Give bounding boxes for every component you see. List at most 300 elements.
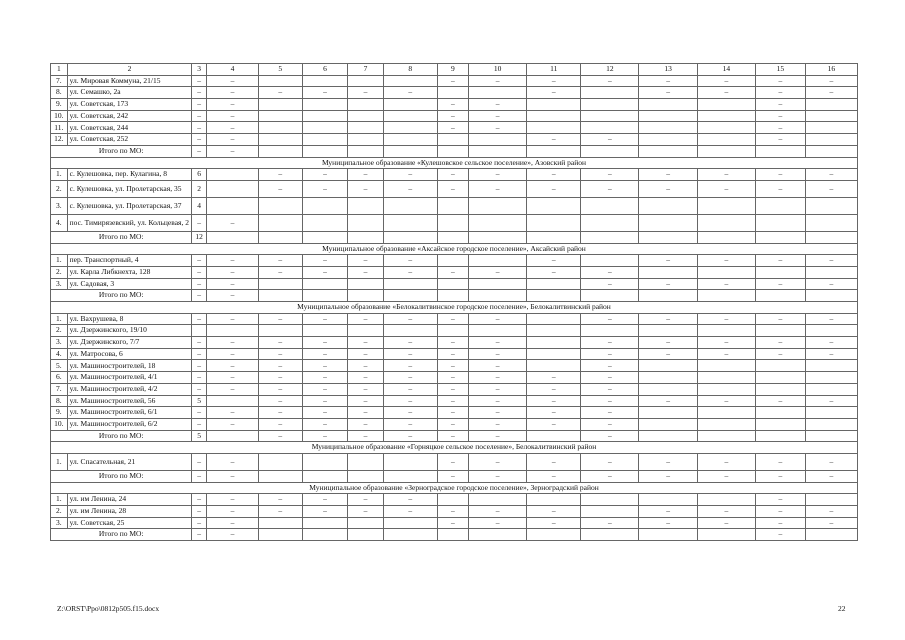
table-cell	[527, 360, 581, 372]
total-cell	[639, 430, 697, 442]
table-cell	[348, 134, 383, 146]
table-cell: –	[302, 506, 348, 518]
table-cell: –	[348, 169, 383, 181]
table-cell: –	[527, 506, 581, 518]
table-cell: –	[437, 383, 468, 395]
total-row	[51, 470, 858, 482]
table-row	[51, 494, 858, 506]
row-number: 1.	[51, 494, 68, 506]
row-number: 3.	[51, 337, 68, 349]
table-cell: –	[468, 418, 526, 430]
table-cell: –	[805, 313, 857, 325]
data-table	[50, 63, 858, 541]
table-cell: –	[581, 75, 639, 87]
total-cell: –	[755, 529, 805, 541]
total-cell	[639, 231, 697, 243]
table-cell	[805, 418, 857, 430]
table-row	[51, 517, 858, 529]
table-cell: –	[383, 494, 437, 506]
table-cell: –	[697, 506, 755, 518]
address-cell: ул. Спасательная, 21	[67, 453, 192, 470]
table-cell: –	[348, 266, 383, 278]
table-cell: –	[697, 395, 755, 407]
table-cell	[437, 278, 468, 290]
table-cell	[755, 360, 805, 372]
table-cell	[805, 197, 857, 214]
table-cell: –	[639, 75, 697, 87]
total-label: Итого по МО:	[51, 470, 192, 482]
table-cell: –	[206, 407, 258, 419]
table-cell	[581, 255, 639, 267]
table-cell: –	[206, 372, 258, 384]
table-cell: –	[192, 407, 207, 419]
total-label: Итого по МО:	[51, 430, 192, 442]
table-cell: –	[206, 506, 258, 518]
section-heading-row	[51, 243, 858, 255]
table-cell: –	[348, 395, 383, 407]
table-cell	[527, 214, 581, 231]
total-cell	[697, 430, 755, 442]
table-row	[51, 348, 858, 360]
table-cell	[206, 180, 258, 197]
table-cell: –	[348, 506, 383, 518]
table-cell	[697, 418, 755, 430]
table-cell: –	[639, 313, 697, 325]
total-cell	[468, 231, 526, 243]
table-cell: –	[581, 372, 639, 384]
table-cell: –	[639, 348, 697, 360]
total-cell	[527, 529, 581, 541]
table-cell: –	[258, 372, 302, 384]
section-heading-row	[51, 157, 858, 169]
total-row	[51, 290, 858, 302]
table-cell: –	[302, 266, 348, 278]
table-cell: –	[639, 278, 697, 290]
table-cell: –	[468, 517, 526, 529]
table-cell	[581, 494, 639, 506]
table-cell	[302, 99, 348, 111]
total-cell	[437, 145, 468, 157]
table-cell: –	[437, 407, 468, 419]
table-cell	[468, 325, 526, 337]
total-cell: 12	[192, 231, 207, 243]
table-cell: –	[383, 348, 437, 360]
table-cell: –	[258, 506, 302, 518]
total-cell	[302, 145, 348, 157]
table-cell: –	[206, 134, 258, 146]
table-cell: –	[805, 169, 857, 181]
table-cell: –	[348, 383, 383, 395]
table-cell: –	[639, 506, 697, 518]
section-heading-row	[51, 482, 858, 494]
table-cell: –	[206, 418, 258, 430]
table-cell: 2	[192, 180, 207, 197]
table-cell	[258, 122, 302, 134]
table-cell: –	[437, 99, 468, 111]
row-number: 9.	[51, 407, 68, 419]
total-cell: 5	[192, 430, 207, 442]
table-cell: –	[302, 180, 348, 197]
table-cell: 6	[192, 169, 207, 181]
row-number: 4.	[51, 214, 68, 231]
table-cell: –	[206, 453, 258, 470]
table-cell	[527, 494, 581, 506]
table-cell: –	[437, 453, 468, 470]
table-cell: –	[755, 110, 805, 122]
address-cell: с. Кулешовка, ул. Пролетарская, 37	[67, 197, 192, 214]
table-cell: –	[468, 313, 526, 325]
table-cell	[639, 372, 697, 384]
table-cell	[468, 494, 526, 506]
total-cell	[639, 529, 697, 541]
table-cell	[258, 278, 302, 290]
table-cell: –	[302, 337, 348, 349]
table-cell: –	[302, 313, 348, 325]
table-cell: –	[527, 75, 581, 87]
table-cell: –	[348, 255, 383, 267]
table-cell: –	[383, 169, 437, 181]
table-cell	[437, 214, 468, 231]
table-cell	[581, 87, 639, 99]
table-cell	[302, 134, 348, 146]
table-cell: –	[258, 255, 302, 267]
address-cell: пос. Тимирязевский, ул. Кольцевая, 2	[67, 214, 192, 231]
table-cell: –	[206, 517, 258, 529]
address-cell: ул. Дзержинского, 19/10	[67, 325, 192, 337]
total-cell: –	[258, 430, 302, 442]
total-cell	[383, 470, 437, 482]
column-number: 6	[302, 64, 348, 76]
table-cell	[383, 110, 437, 122]
table-cell	[805, 134, 857, 146]
table-cell: –	[258, 360, 302, 372]
total-cell	[755, 430, 805, 442]
address-cell: ул. Советская, 244	[67, 122, 192, 134]
table-cell: –	[755, 75, 805, 87]
table-cell	[258, 214, 302, 231]
table-cell: –	[581, 407, 639, 419]
table-cell	[192, 325, 207, 337]
table-cell	[697, 372, 755, 384]
section-heading: Муниципальное образование «Горняцкое сельское поселение», Белокалитвинский район	[51, 442, 858, 454]
total-cell	[437, 290, 468, 302]
table-cell	[468, 134, 526, 146]
table-cell	[527, 99, 581, 111]
table-cell: –	[192, 506, 207, 518]
column-number: 11	[527, 64, 581, 76]
table-cell: –	[639, 395, 697, 407]
table-cell	[755, 407, 805, 419]
table-cell: –	[755, 506, 805, 518]
table-cell: –	[805, 453, 857, 470]
table-cell	[697, 494, 755, 506]
table-cell: 4	[192, 197, 207, 214]
table-row	[51, 453, 858, 470]
table-cell: –	[697, 75, 755, 87]
table-cell: –	[805, 180, 857, 197]
total-cell: –	[192, 529, 207, 541]
total-row	[51, 145, 858, 157]
table-cell: –	[302, 395, 348, 407]
table-cell: –	[527, 383, 581, 395]
total-cell	[805, 529, 857, 541]
table-cell	[437, 494, 468, 506]
table-cell: –	[581, 266, 639, 278]
table-cell: –	[437, 372, 468, 384]
table-row	[51, 395, 858, 407]
row-number: 10.	[51, 418, 68, 430]
table-cell: –	[581, 453, 639, 470]
table-cell: –	[302, 348, 348, 360]
table-cell	[639, 266, 697, 278]
address-cell: ул. Карла Либкнехта, 128	[67, 266, 192, 278]
table-cell: –	[258, 395, 302, 407]
total-cell: –	[581, 470, 639, 482]
table-cell	[805, 494, 857, 506]
table-cell	[302, 122, 348, 134]
table-cell: –	[697, 337, 755, 349]
row-number: 1.	[51, 255, 68, 267]
total-cell: –	[302, 430, 348, 442]
table-row	[51, 266, 858, 278]
table-cell: –	[527, 255, 581, 267]
table-cell: –	[206, 214, 258, 231]
table-cell: –	[192, 337, 207, 349]
table-row	[51, 407, 858, 419]
column-number: 1	[51, 64, 68, 76]
table-cell: –	[383, 418, 437, 430]
table-cell	[581, 214, 639, 231]
total-cell: –	[348, 430, 383, 442]
table-cell: –	[258, 407, 302, 419]
total-label: Итого по МО:	[51, 231, 192, 243]
table-cell: –	[302, 372, 348, 384]
table-cell: –	[468, 266, 526, 278]
table-cell	[258, 517, 302, 529]
row-number: 6.	[51, 372, 68, 384]
row-number: 10.	[51, 110, 68, 122]
table-cell: –	[258, 337, 302, 349]
table-cell	[348, 122, 383, 134]
table-cell: –	[192, 348, 207, 360]
table-cell	[437, 87, 468, 99]
column-number: 4	[206, 64, 258, 76]
table-cell: –	[206, 110, 258, 122]
table-cell	[383, 134, 437, 146]
table-cell: –	[527, 169, 581, 181]
table-cell	[527, 337, 581, 349]
table-cell: –	[192, 99, 207, 111]
table-cell: –	[383, 372, 437, 384]
table-cell: –	[437, 418, 468, 430]
table-cell: –	[581, 360, 639, 372]
table-cell: –	[437, 180, 468, 197]
total-row	[51, 529, 858, 541]
table-cell	[258, 110, 302, 122]
table-cell	[383, 99, 437, 111]
table-cell	[639, 360, 697, 372]
table-cell: –	[302, 407, 348, 419]
table-cell	[755, 197, 805, 214]
total-cell: –	[581, 430, 639, 442]
table-cell: –	[639, 337, 697, 349]
column-number: 15	[755, 64, 805, 76]
table-cell	[805, 122, 857, 134]
table-row	[51, 122, 858, 134]
table-cell	[805, 383, 857, 395]
table-cell	[258, 75, 302, 87]
total-label: Итого по МО:	[51, 529, 192, 541]
table-cell: –	[581, 180, 639, 197]
total-cell: –	[437, 430, 468, 442]
total-cell	[527, 290, 581, 302]
table-cell	[581, 197, 639, 214]
table-cell	[302, 325, 348, 337]
table-cell: –	[302, 255, 348, 267]
table-cell	[697, 122, 755, 134]
table-cell: –	[258, 180, 302, 197]
table-cell: –	[437, 517, 468, 529]
table-cell	[383, 75, 437, 87]
table-cell: –	[755, 134, 805, 146]
table-cell: –	[805, 278, 857, 290]
table-cell	[258, 134, 302, 146]
total-cell	[697, 290, 755, 302]
table-cell: –	[527, 407, 581, 419]
table-cell	[383, 122, 437, 134]
table-cell: –	[697, 313, 755, 325]
table-cell: –	[805, 506, 857, 518]
column-number: 10	[468, 64, 526, 76]
table-cell: –	[755, 255, 805, 267]
table-cell	[697, 197, 755, 214]
table-cell	[437, 255, 468, 267]
table-cell	[302, 517, 348, 529]
table-cell	[639, 197, 697, 214]
table-cell: –	[206, 75, 258, 87]
table-cell: –	[437, 506, 468, 518]
table-cell: –	[755, 99, 805, 111]
table-cell: –	[206, 383, 258, 395]
total-cell	[697, 529, 755, 541]
total-cell	[348, 470, 383, 482]
table-cell: –	[581, 418, 639, 430]
total-cell	[639, 290, 697, 302]
table-cell: –	[527, 372, 581, 384]
footer-file-path: Z:\ORST\Ppo\0812p505.f15.docx	[57, 604, 160, 613]
table-cell: –	[206, 87, 258, 99]
table-cell: –	[348, 418, 383, 430]
address-cell: ул. Садовая, 3	[67, 278, 192, 290]
table-cell: –	[437, 337, 468, 349]
table-cell: –	[755, 180, 805, 197]
row-number: 8.	[51, 395, 68, 407]
table-cell: –	[437, 122, 468, 134]
table-cell: –	[192, 134, 207, 146]
total-cell	[468, 529, 526, 541]
total-label: Итого по МО:	[51, 145, 192, 157]
address-cell: ул. им Ленина, 24	[67, 494, 192, 506]
table-cell	[206, 169, 258, 181]
total-cell: –	[755, 470, 805, 482]
table-cell: –	[206, 360, 258, 372]
table-cell: –	[468, 337, 526, 349]
table-cell	[468, 197, 526, 214]
total-cell	[258, 231, 302, 243]
section-heading-row	[51, 442, 858, 454]
table-cell: –	[527, 134, 581, 146]
section-heading: Муниципальное образование «Зерноградское городское поселение», Зерноградский район	[51, 482, 858, 494]
table-cell: –	[302, 383, 348, 395]
table-cell: –	[755, 87, 805, 99]
total-cell	[348, 290, 383, 302]
table-cell: –	[348, 372, 383, 384]
table-cell: –	[348, 348, 383, 360]
table-cell: –	[639, 517, 697, 529]
table-cell	[383, 325, 437, 337]
column-number: 8	[383, 64, 437, 76]
table-cell	[527, 348, 581, 360]
table-cell: –	[192, 360, 207, 372]
table-row	[51, 110, 858, 122]
table-cell: –	[468, 122, 526, 134]
table-cell: –	[383, 337, 437, 349]
row-number: 12.	[51, 134, 68, 146]
total-cell	[348, 529, 383, 541]
row-number: 2.	[51, 180, 68, 197]
table-cell: –	[755, 169, 805, 181]
table-cell	[302, 278, 348, 290]
table-cell: –	[468, 395, 526, 407]
table-cell: –	[755, 278, 805, 290]
table-cell: –	[206, 278, 258, 290]
table-cell	[581, 110, 639, 122]
table-cell: –	[527, 418, 581, 430]
row-number: 7.	[51, 75, 68, 87]
table-cell: –	[437, 348, 468, 360]
table-cell: –	[258, 494, 302, 506]
total-cell	[581, 529, 639, 541]
address-cell: ул. Семашко, 2а	[67, 87, 192, 99]
table-cell	[697, 134, 755, 146]
address-cell: ул. Машиностроителей, 56	[67, 395, 192, 407]
table-cell: –	[302, 360, 348, 372]
table-cell	[527, 325, 581, 337]
table-cell	[805, 325, 857, 337]
table-cell: –	[697, 517, 755, 529]
table-cell: –	[348, 337, 383, 349]
total-cell: –	[206, 290, 258, 302]
table-cell: –	[206, 348, 258, 360]
total-cell	[805, 290, 857, 302]
total-cell	[468, 145, 526, 157]
column-number: 5	[258, 64, 302, 76]
total-cell	[697, 145, 755, 157]
table-cell	[348, 453, 383, 470]
table-cell: –	[639, 87, 697, 99]
table-cell	[805, 99, 857, 111]
table-cell	[639, 110, 697, 122]
page-number: 22	[838, 604, 846, 613]
total-row	[51, 430, 858, 442]
row-number: 3.	[51, 278, 68, 290]
total-cell	[697, 231, 755, 243]
address-cell: ул. Дзержинского, 7/7	[67, 337, 192, 349]
table-cell: –	[468, 169, 526, 181]
total-cell	[302, 529, 348, 541]
table-cell	[206, 197, 258, 214]
total-cell	[527, 145, 581, 157]
